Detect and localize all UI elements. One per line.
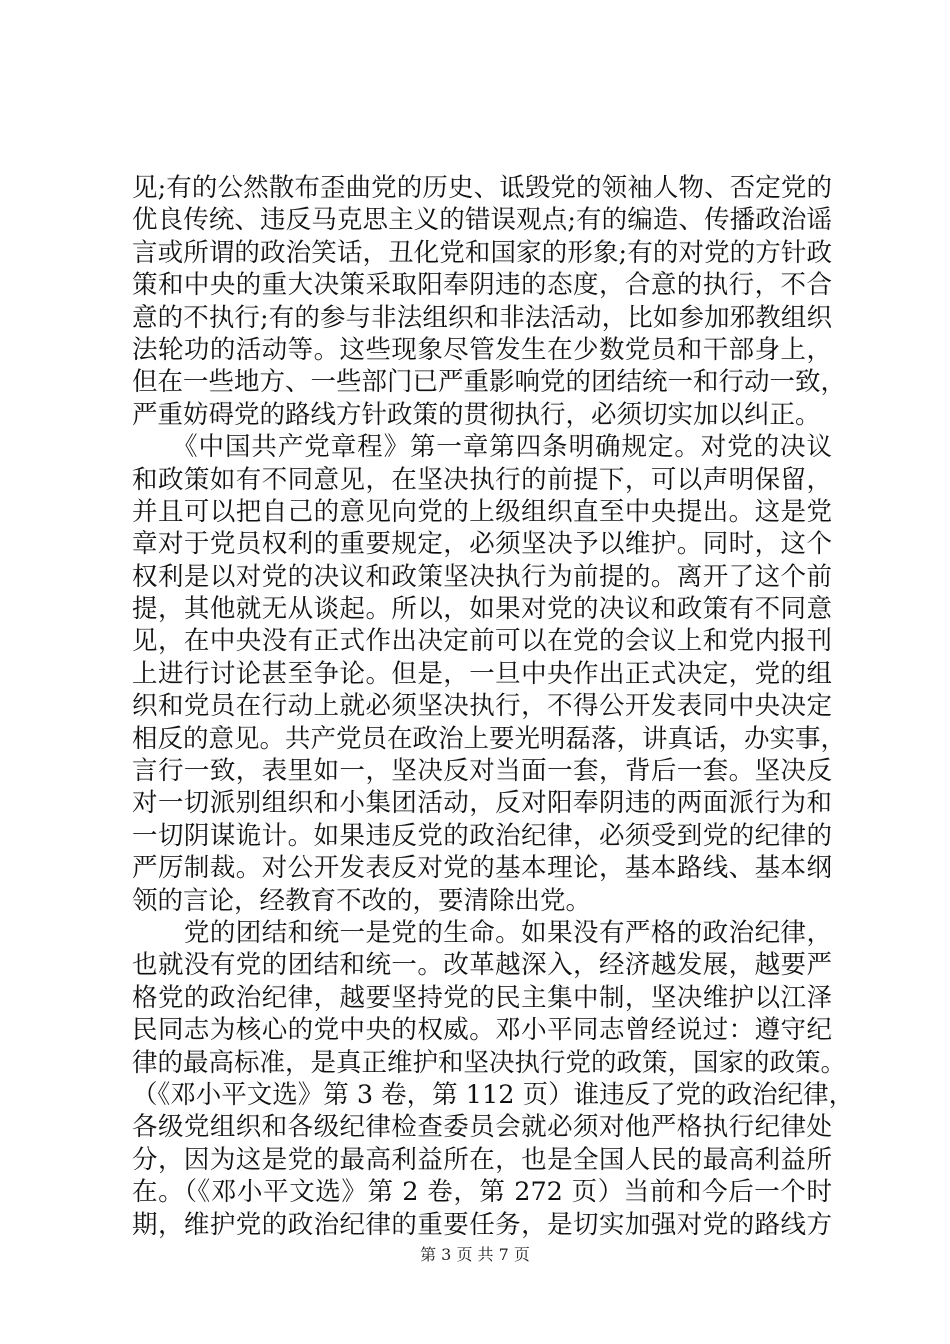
- text-line: 优良传统、违反马克思主义的错误观点;有的编造、传播政治谣: [132, 205, 832, 236]
- text-line: 织和党员在行动上就必须坚决执行，不得公开发表同中央决定: [132, 691, 832, 722]
- text-line: 领的言论，经教育不改的，要清除出党。: [132, 885, 592, 916]
- text-line: 意的不执行;有的参与非法组织和非法活动，比如参加邪教组织: [132, 302, 832, 333]
- page-number-footer: 第 3 页 共 7 页: [420, 1245, 530, 1264]
- text-line: 见，在中央没有正式作出决定前可以在党的会议上和党内报刊: [132, 626, 832, 657]
- text-line: 相反的意见。共产党员在政治上要光明磊落，讲真话，办实事，: [132, 723, 847, 754]
- text-line: （《邓小平文选》第 3 卷，第 112 页）谁违反了党的政治纪律，: [132, 1079, 855, 1110]
- text-line: 在。（《邓小平文选》第 2 卷，第 272 页）当前和今后一个时: [132, 1177, 832, 1208]
- text-line: 提，其他就无从谈起。所以，如果对党的决议和政策有不同意: [132, 594, 832, 625]
- text-line: 权利是以对党的决议和政策坚决执行为前提的。离开了这个前: [132, 561, 832, 592]
- text-line: 言行一致，表里如一，坚决反对当面一套，背后一套。坚决反: [132, 756, 832, 787]
- text-line: 格党的政治纪律，越要坚持党的民主集中制，坚决维护以江泽: [132, 982, 832, 1013]
- text-line: 党的团结和统一是党的生命。如果没有严格的政治纪律，: [132, 917, 832, 948]
- text-line: 各级党组织和各级纪律检查委员会就必须对他严格执行纪律处: [132, 1112, 832, 1143]
- text-line: 也就没有党的团结和统一。改革越深入，经济越发展，越要严: [132, 950, 832, 981]
- text-line: 严厉制裁。对公开发表反对党的基本理论，基本路线、基本纲: [132, 853, 832, 884]
- text-line: 《中国共产党章程》第一章第四条明确规定。对党的决议: [132, 432, 832, 463]
- text-line: 分，因为这是党的最高利益所在，也是全国人民的最高利益所: [132, 1144, 832, 1175]
- text-line: 一切阴谋诡计。如果违反党的政治纪律，必须受到党的纪律的: [132, 820, 832, 851]
- text-line: 严重妨碍党的路线方针政策的贯彻执行，必须切实加以纠正。: [132, 399, 821, 430]
- text-line: 和政策如有不同意见，在坚决执行的前提下，可以声明保留，: [132, 464, 832, 495]
- body-text: [132, 172, 855, 1241]
- text-line: 策和中央的重大决策采取阳奉阴违的态度，合意的执行，不合: [132, 270, 832, 301]
- text-line: 对一切派别组织和小集团活动，反对阳奉阴违的两面派行为和: [132, 788, 832, 819]
- text-line: 言或所谓的政治笑话，丑化党和国家的形象;有的对党的方针政: [132, 237, 832, 268]
- text-line: 民同志为核心的党中央的权威。邓小平同志曾经说过：遵守纪: [132, 1015, 832, 1046]
- text-line: 并且可以把自己的意见向党的上级组织直至中央提出。这是党: [132, 496, 832, 527]
- text-line: 法轮功的活动等。这些现象尽管发生在少数党员和干部身上，: [132, 334, 832, 365]
- text-line: 律的最高标准，是真正维护和坚决执行党的政策，国家的政策。: [132, 1047, 847, 1078]
- text-line: 章对于党员权利的重要规定，必须坚决予以维护。同时，这个: [132, 529, 832, 560]
- text-line: 上进行讨论甚至争论。但是，一旦中央作出正式决定，党的组: [132, 658, 832, 689]
- text-line: 但在一些地方、一些部门已严重影响党的团结统一和行动一致，: [132, 367, 847, 398]
- text-line: 期，维护党的政治纪律的重要任务，是切实加强对党的路线方: [132, 1209, 832, 1240]
- text-line: 见;有的公然散布歪曲党的历史、诋毁党的领袖人物、否定党的: [132, 173, 832, 203]
